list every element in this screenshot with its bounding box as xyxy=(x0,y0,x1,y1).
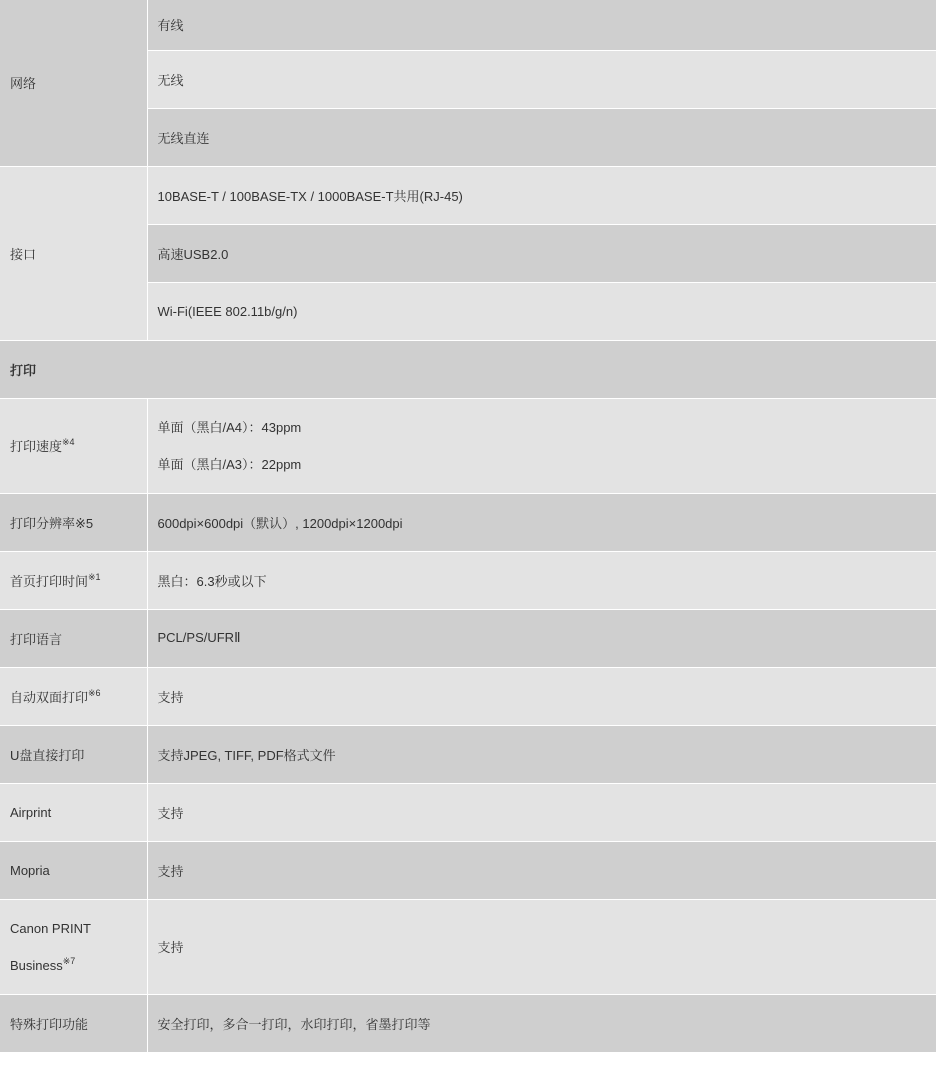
interface-value-wifi: Wi-Fi(IEEE 802.11b/g/n) xyxy=(147,282,936,340)
table-row xyxy=(0,667,936,725)
row-label-print-speed: 打印速度$^{※4}$ xyxy=(0,398,147,493)
print-language-value: PCL/PS/UFRⅡ xyxy=(147,609,936,667)
table-row xyxy=(0,0,936,50)
resolution-value: 600dpi×600dpi（默认）, 1200dpi×1200dpi xyxy=(147,493,936,551)
mopria-value: 支持 xyxy=(147,841,936,899)
footnote-mark: ※5 xyxy=(75,515,94,531)
table-row xyxy=(0,994,936,1052)
table-row xyxy=(0,609,936,667)
duplex-value: 支持 xyxy=(147,667,936,725)
network-value-wired: 有线 xyxy=(147,0,936,50)
interface-value-ethernet: 10BASE-T / 100BASE-TX / 1000BASE-T共用(RJ-45) xyxy=(147,166,936,224)
row-label-duplex: 自动双面打印$^{※6}$ xyxy=(0,667,147,725)
table-row xyxy=(0,493,936,551)
table-row xyxy=(0,551,936,609)
first-print-time-value: 黑白：6.3秒或以下 xyxy=(147,551,936,609)
interface-value-usb: 高速USB2.0 xyxy=(147,224,936,282)
network-value-wireless: 无线 xyxy=(147,50,936,108)
section-title-print: 打印 xyxy=(0,340,936,398)
print-speed-a3: 单面（黑白/A3）：22ppm xyxy=(157,456,302,472)
table-row xyxy=(0,841,936,899)
network-value-wifi-direct: 无线直连 xyxy=(147,108,936,166)
special-functions-value: 安全打印，多合一打印，水印打印，省墨打印等 xyxy=(147,994,936,1052)
row-label-airprint: Airprint xyxy=(0,783,147,841)
row-label-mopria: Mopria xyxy=(0,841,147,899)
row-label-usb-direct-print: U盘直接打印 xyxy=(0,725,147,783)
table-row xyxy=(0,398,936,493)
footnote-mark: ※7 xyxy=(62,955,76,966)
row-label-resolution: 打印分辨率※5 xyxy=(0,493,147,551)
airprint-value: 支持 xyxy=(147,783,936,841)
footnote-mark: ※6 xyxy=(88,687,101,698)
row-label-interface: 接口 xyxy=(0,166,147,340)
canon-print-business-value: 支持 xyxy=(147,899,936,994)
table-row xyxy=(0,783,936,841)
section-header-row xyxy=(0,340,936,398)
print-speed-a4: 单面（黑白/A4）：43ppm xyxy=(157,419,302,435)
row-label-network: 网络 xyxy=(0,0,147,166)
row-label-special-functions: 特殊打印功能 xyxy=(0,994,147,1052)
row-label-first-print-time: 首页打印时间$^{※1}$ xyxy=(0,551,147,609)
table-row xyxy=(0,899,936,994)
footnote-mark: ※1 xyxy=(88,571,101,582)
print-speed-value xyxy=(147,398,936,493)
usb-direct-print-value: 支持JPEG, TIFF, PDF格式文件 xyxy=(147,725,936,783)
table-row xyxy=(0,725,936,783)
row-label-print-language: 打印语言 xyxy=(0,609,147,667)
row-label-canon-print-business: Canon PRINT Business$^{※7}$ xyxy=(0,899,147,994)
footnote-mark: ※4 xyxy=(62,437,75,447)
table-row xyxy=(0,166,936,224)
